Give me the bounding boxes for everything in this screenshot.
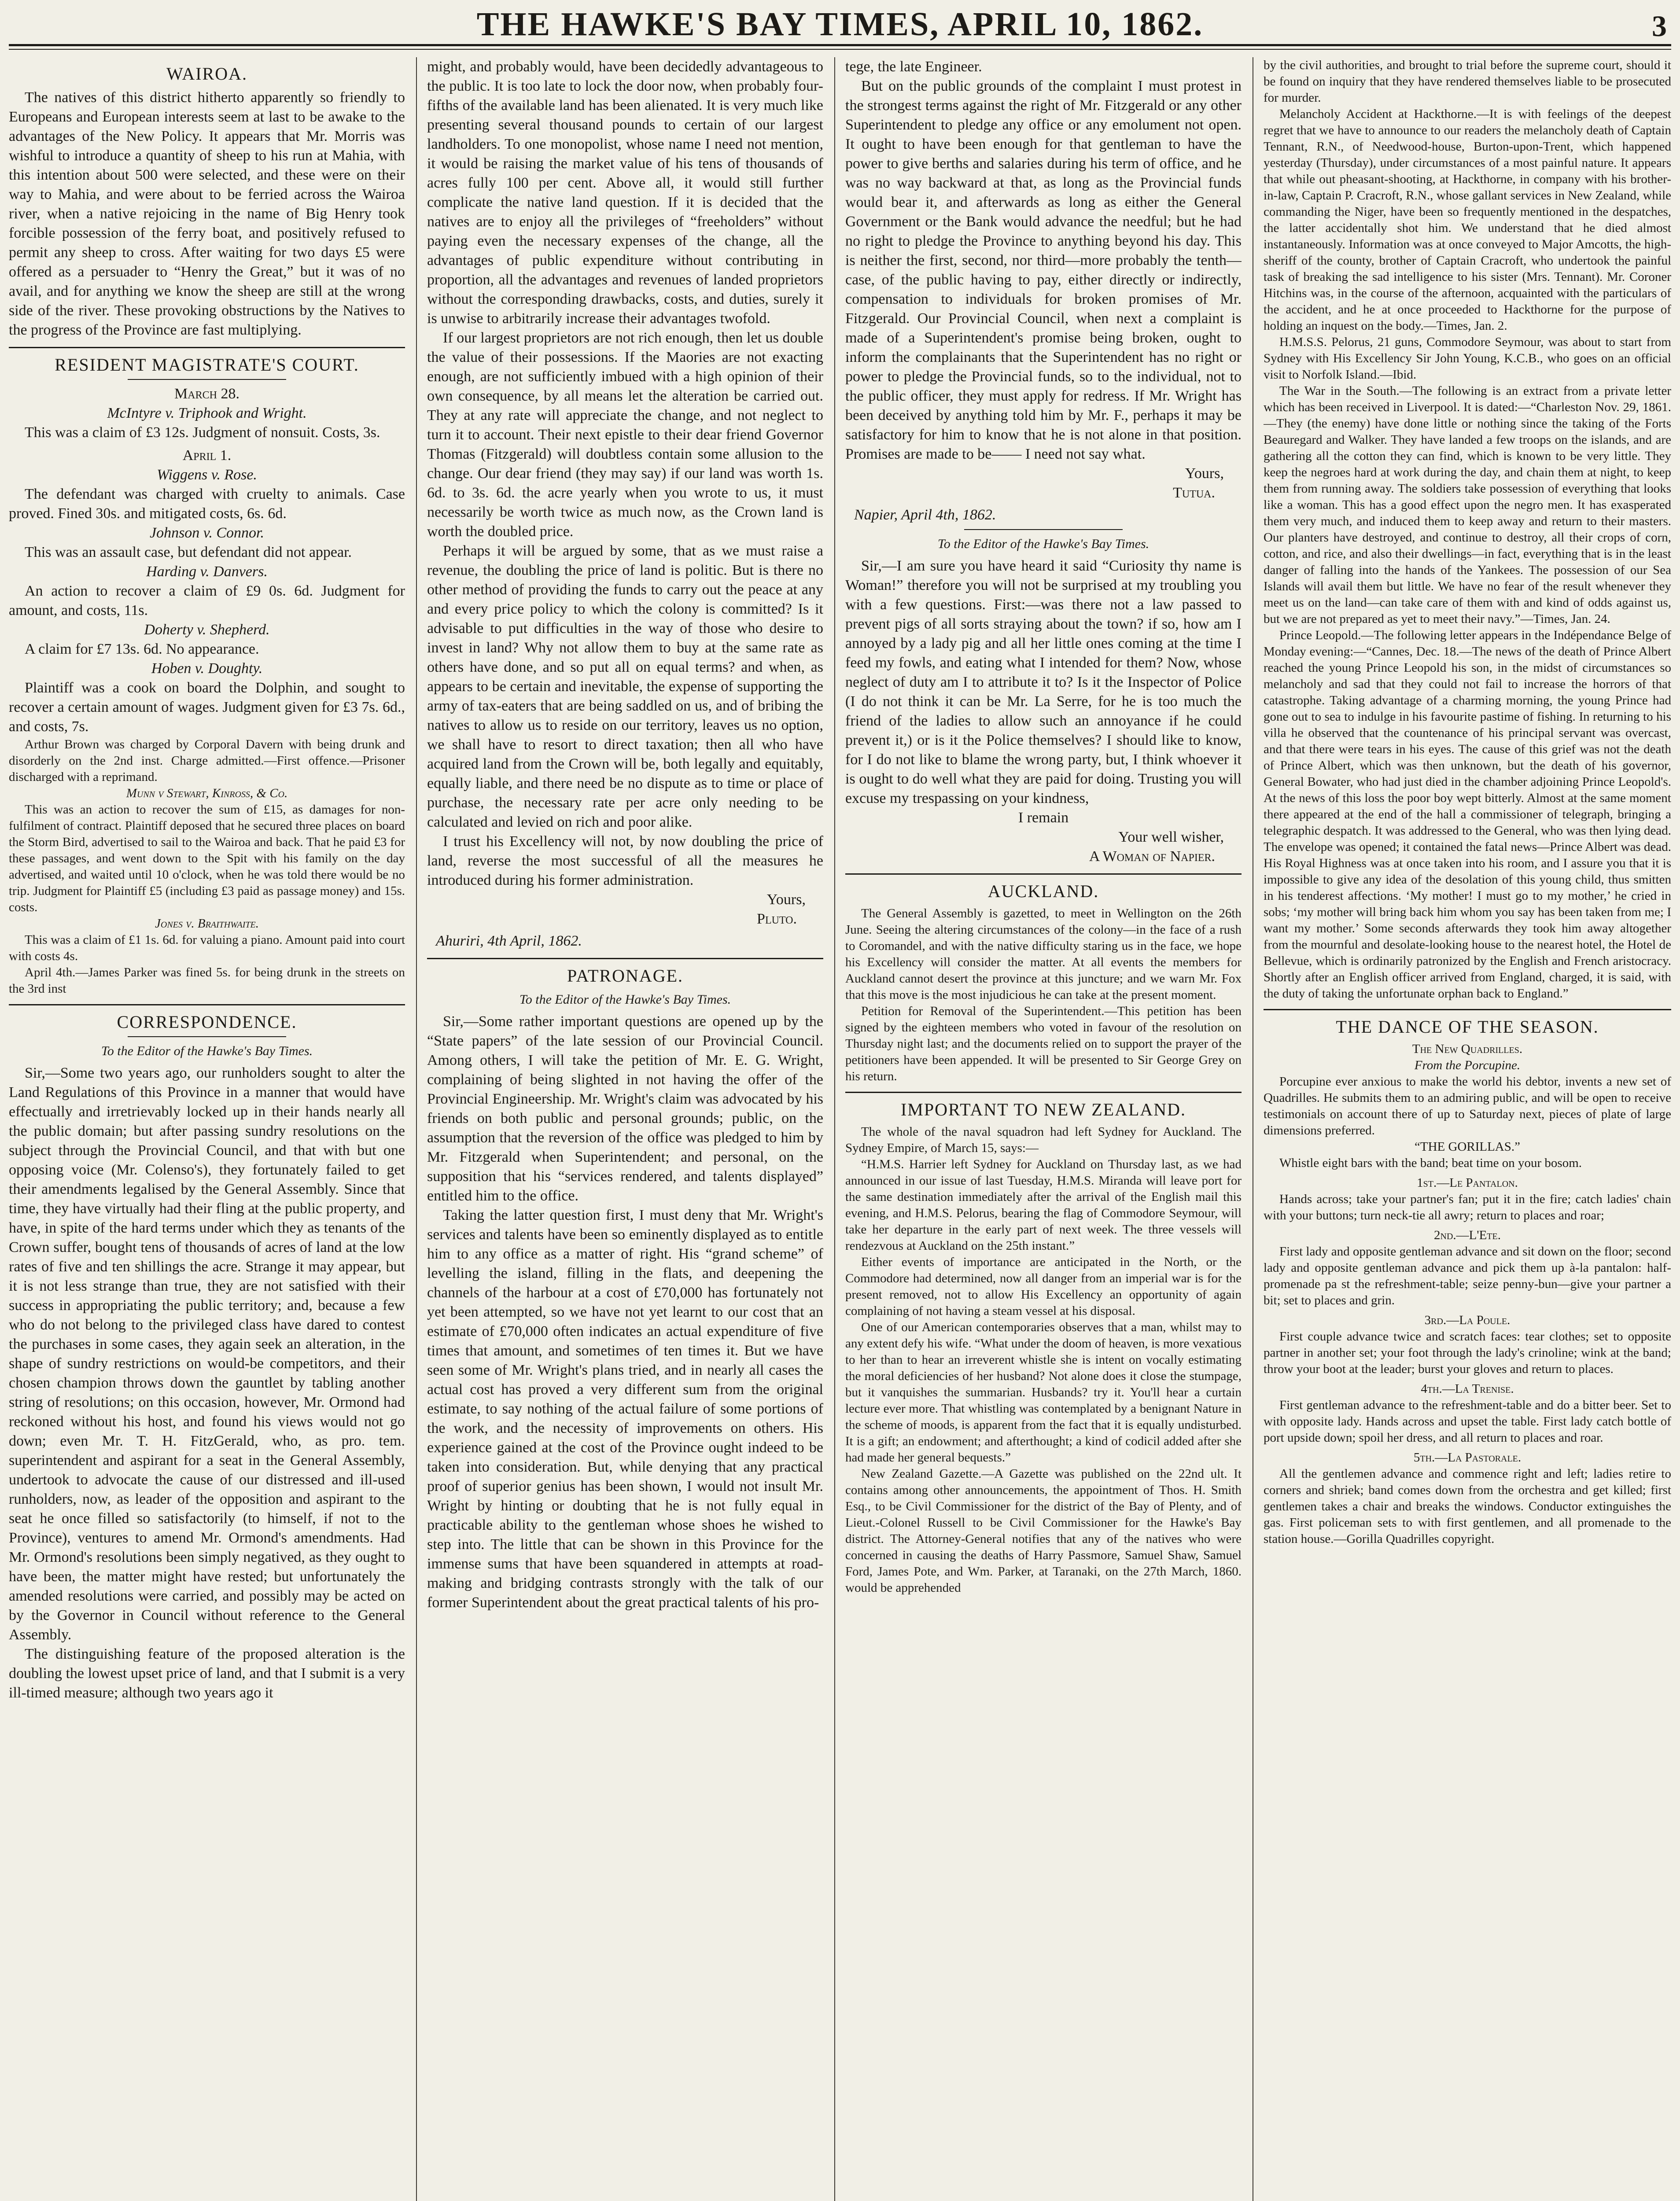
letter-closing: Your well wisher, [1118,829,1224,845]
article-wairoa: The natives of this district hitherto apparently so friendly to Europeans and European interests seem at last to be awake to the advantages of the New Policy. It appears that Mr. Morris was wishful to introduce a quantity of sheep to his run at Mahia, with this intention about 500 were selected, and these were on their way to Mahia, and were about to be ferried across the Wairoa river, when a native rejoicing in the name of Big Henry took forcible possession of the ferry boat, and positively refused to permit any sheep to cross. After waiting for two days £5 were offered as a persuader to “Henry the Great,” but it was of no avail, and for anything we know the sheep are still at the wrong side of the river. These provoking obstructions by the Natives to the progress of the Province are fast multiplying. [9,89,405,338]
dance-paragraph: First couple advance twice and scratch faces: tear clothes; set to opposite partner in another set; your foot through the lady's crinoline; wink at the band; throw your boot at the leader; burst your gloves and return to places. [1264,1329,1671,1376]
court-case-text: A claim for £7 13s. 6d. No appearance. [25,641,259,657]
column-4 [1264,57,1671,2201]
letter-paragraph: If our largest proprietors are not rich enough, then let us double the value of their possessions. If the Maories are not exacting enough, are not sufficiently imbued with a high opinion of their own consequence, by all means let the alteration be carried out. They at any rate will appreciate the change, and not neglect to turn it to account. Their next epistle to their dear friend Governor Thomas (Fitzgerald) will doubtless contain some allusion to the change. Our dear friend (they may say) if our land was worth 1s. 6d. to 3s. 6d. the acre yearly when you wrote to us, it must necessarily be worth twice as much now, as the Crown land is worth the doubled price. [427,330,823,540]
letter-closing: Yours, [1185,465,1224,482]
court-date: April 1. [182,447,232,464]
dance-source: From the Porcupine. [1414,1058,1521,1072]
article-paragraph: Either events of importance are anticipated in the North, or the Commodore had determined, now all danger from an imperial war is for the present removed, not to allow His Excellency an opportunity of again complaining of not having a steam vessel at his disposal. [845,1255,1242,1318]
court-case-text: This was a claim of £3 12s. Judgment of nonsuit. Costs, 3s. [25,424,380,441]
article-paragraph: H.M.S.S. Pelorus, 21 guns, Commodore Seymour, was about to start from Sydney with His Excellency Sir John Young, K.C.B., who goes on an official visit to Norfolk Island.—Ibid. [1264,335,1671,382]
article-paragraph: Prince Leopold.—The following letter appears in the Indépendance Belge of Monday evening:—“Cannes, Dec. 18.—The news of the death of Prince Albert reached the young Prince Leopold his son, in the midst of circumstances so melancholy and sad that they could not fail to increase the horrors of that catastrophe. Taking advantage of a charming morning, the young Prince had gone out to sea to indulge in his favourite pastime of fishing. In returning to his villa he observed that the countenance of his principal servant was overcast, and that there were tears in his eyes. The cause of this grief was not the death of Prince Albert, which was then unknown, but the death of his governor, General Bowater, who had just died in the chamber adjoining Prince Leopold's. At the news of this loss the poor boy wept bitterly. Almost at the same moment there appeared at the end of the hall a commissioner of telegraph, bringing a telegraphic despatch. It was addressed to the General, who was then lying dead. The envelope was opened; it contained the fatal news—Prince Albert was dead. His Royal Highness was at once taken into his room, and I assure you that it is impossible to give any idea of the desolation of this young child, thus smitten in his tenderest affections. ‘My mother! I must go to my mother,’ he cried in sobs; ‘my mother will bring back him whom you say has been taken from me; I want my mother.’ Some seconds afterwards they took him away altogether from the mournful and desolate-looking house to the nearest hotel, the Hotel de Bellevue, which is ordinarily patronized by the English and French aristocracy. Shortly after an English officer arrived from England, charged, it is said, with the duty of taking the unfortunate orphan back to England.” [1264,628,1671,1001]
section-heading-correspondence: CORRESPONDENCE. [117,1012,297,1032]
article-paragraph: Melancholy Accident at Hackthorne.—It is with feelings of the deepest regret that we have to announce to our readers the melancholy death of Captain Tennant, R.N., of Needwood-house, Burton-upon-Trent, which happened yesterday (Thursday), under circumstances of a most painful nature. It appears that while out pheasant-shooting, at Hackthorne, in company with his brother-in-law, Captain P. Cracroft, R.N., whose gallant services in New Zealand, while commanding the Niger, have been so frequently mentioned in the despatches, the latter accidentally shot him. We understand that he died almost instantaneously. Information was at once conveyed to Major Amcotts, the high-sheriff of the county, brother of Captain Cracroft, who undertook the painful task of breaking the sad intelligence to his sister (Mrs. Tennant). Mr. Coroner Hitchins was, in the course of the afternoon, acquainted with the particulars of the accident, and he at once proceeded to Hackthorne for the purpose of holding an inquest on the body.—Times, Jan. 2. [1264,107,1671,333]
section-rule [845,873,1242,875]
court-case-text: The defendant was charged with cruelty to animals. Case proved. Fined 30s. and mitigated costs, 6s. 6d. [9,486,405,522]
masthead [0,0,1680,48]
article-paragraph: by the civil authorities, and brought to trial before the supreme court, should it be found on inquiry that they have rendered themselves liable to be prosecuted for murder. [1264,58,1671,105]
dance-paragraph: First lady and opposite gentleman advance and sit down on the floor; second lady and opposite gentleman advance and pick them up à-la pantalon: half-promenade pa st the refreshment-table; seize penny-bun—give your partner a bit; set to places and grin. [1264,1244,1671,1307]
dance-subheading: The New Quadrilles. [1412,1042,1523,1056]
court-case-title: Jones v. Braithwaite. [155,916,259,931]
letter-paragraph: Perhaps it will be argued by some, that as we must raise a revenue, the doubling the price of land is politic. But is there no other method of providing the funds to carry out the peace at any and every price policy to which the colony is committed? Is it advisable to put difficulties in the way of those who desire to invest in land? Why not allow them to buy at the same rate as others have done, and so put all on equal terms? and when, as appears to be certain and inevitable, the expense of supporting the army of tax-eaters that are being saddled on us, and of bribing the natives to allow us to reside on our territory, leaves us no option, we shall have to resort to direct taxation; then all who have acquired land from the Crown will be, both legally and equitably, equally liable, and there need be no dispute as to time or place of purchase, the necessary rate per acre only needing to be calculated and levied on rich and poor alike. [427,543,823,830]
court-case-title: McIntyre v. Triphook and Wright. [107,405,307,421]
section-rule [1264,1009,1671,1010]
dance-figure-title: 4th.—La Trenise. [1421,1382,1514,1396]
dance-figure-title: 5th.—La Pastorale. [1413,1450,1522,1465]
court-case-text: April 4th.—James Parker was fined 5s. for being drunk in the streets on the 3rd inst [9,965,405,996]
column-divider [416,57,417,2201]
dance-paragraph: Porcupine ever anxious to make the world his debtor, invents a new set of Quadrilles. He submits them to an admiring public, and will be open to receive testimonials on account there of up to Saturday next, pieces of plate of large dimensions preferred. [1264,1075,1671,1137]
letter-signature: Tutua. [1173,485,1215,501]
letter-paragraph: I trust his Excellency will not, by now doubling the price of land, reverse the most successful of all the measures he introduced during his former administration. [427,833,823,888]
court-case-text: This was an assault case, but defendant did not appear. [25,544,352,560]
section-rule [845,1092,1242,1093]
letter-closing: Yours, [766,891,806,908]
dance-figure-title: 3rd.—La Poule. [1424,1313,1511,1327]
letter-paragraph: tege, the late Engineer. [845,59,982,75]
letter-signature: A Woman of Napier. [1089,848,1215,865]
court-date: March 28. [174,386,239,402]
court-case-title: Doherty v. Shepherd. [144,622,270,638]
article-paragraph: The whole of the naval squadron had left Sydney for Auckland. The Sydney Empire, of March 15, says:— [845,1125,1242,1155]
section-heading-wairoa: WAIROA. [166,64,247,84]
letter-paragraph: Sir,—Some rather important questions are opened up by the “State papers” of the late session of our Provincial Council. Among others, I will take the petition of Mr. E. G. Wright, complaining of being slighted in not having the offer of the Provincial Engineership. Mr. Wright's claim was advocated by his friends on both public and personal grounds; public, on the assumption that the reversion of the office was pledged to him by Mr. Fitzgerald when Superintendent; and personal, on the supposition that his “services rendered, and talents displayed” entitled him to the office. [427,1013,823,1204]
letter-address: To the Editor of the Hawke's Bay Times. [101,1044,313,1058]
masthead-rule [9,44,1671,50]
dance-figure-title: 1st.—Le Pantalon. [1417,1176,1518,1190]
article-paragraph: Petition for Removal of the Superintendent.—This petition has been signed by the eighteen members who voted in favour of the resolution on Thursday night last; and the documents relied on to support the prayer of the petitioners have been appended. It will be presented to Sir George Grey on his return. [845,1004,1242,1083]
dance-title: “THE GORILLAS.” [1414,1140,1520,1154]
court-case-text: Arthur Brown was charged by Corporal Davern with being drunk and disorderly on the 2nd inst. Charge admitted.—First offence.—Prisoner discharged with a reprimand. [9,737,405,784]
page-number: 3 [1652,9,1667,43]
section-rule [964,529,1123,530]
dance-figure-title: 2nd.—L'Ete. [1434,1228,1501,1242]
letter-address: To the Editor of the Hawke's Bay Times. [937,537,1149,551]
section-rule [128,1036,286,1037]
column-3 [845,57,1242,2201]
column-divider [834,57,835,2201]
newspaper-title: THE HAWKE'S BAY TIMES, APRIL 10, 1862. [476,6,1204,43]
dance-paragraph: Whistle eight bars with the band; beat time on your bosom. [1279,1156,1582,1170]
section-rule [128,379,286,380]
letter-place-date: Napier, April 4th, 1862. [854,507,996,523]
letter-paragraph: The distinguishing feature of the proposed alteration is the doubling the lowest upset price of land, and that I submit is a very ill-timed measure; although two years ago it [9,1646,405,1701]
section-rule [9,1004,405,1005]
court-case-title: Wiggens v. Rose. [157,467,257,483]
court-case-title: Hoben v. Doughty. [151,660,263,677]
court-case-title: Munn v Stewart, Kinross, & Co. [126,786,288,800]
letter-place-date: Ahuriri, 4th April, 1862. [436,933,582,949]
court-case-text: Plaintiff was a cook on board the Dolphin, and sought to recover a certain amount of wages. Judgment given for £3 7s. 6d., and costs, 7s. [9,680,405,735]
dance-paragraph: All the gentlemen advance and commence right and left; ladies retire to corners and shriek; band comes down from the orchestra and get killed; first gentlemen takes a chair and breaks the windows. Conductor extinguishes the gas. First policeman sets to with first gentlemen, and all promenade to the station house.—Gorilla Quadrilles copyright. [1264,1467,1671,1546]
article-paragraph: The General Assembly is gazetted, to meet in Wellington on the 26th June. Seeing the altering circumstances of the colony—in the face of a rush to Coromandel, and with the native difficulty staring us in the face, we hope his Excellency will consider the matter. At all events the members for Auckland cannot desert the province at this juncture; and we warn Mr. Fox that this move is the most injudicious he can take at the present moment. [845,906,1242,1002]
column-2 [427,57,823,2201]
letter-paragraph: might, and probably would, have been decidedly advantageous to the public. It is too late to lock the door now, when probably four-fifths of the available land has been alienated. It is very much like presenting several thousand pounds to certain of our largest landholders. To one monopolist, whose name I need not mention, it would be raising the market value of his tens of thousands of acres fully 100 per cent. Above all, it would still further complicate the native land question. If it is decided that the natives are to enjoy all the privileges of “freeholders” without paying even the necessary expenses of the change, all the advantages of public expenditure without contributing in proportion, all the advantages and revenues of landed proprietors without the corresponding drawbacks, costs, and duties, surely it is unwise to arbitrarily increase their advantages twofold. [427,59,823,327]
dance-paragraph: Hands across; take your partner's fan; put it in the fire; catch ladies' chain with your buttons; turn neck-tie all awry; return to places and roar; [1264,1192,1671,1222]
court-case-text: This was an action to recover the sum of £15, as damages for non-fulfilment of contract. Plaintiff deposed that he secured three places on board the Storm Bird, advertised to sail to the Wairoa and back. That he paid £3 for these passages, and went down to the Spit with his family on the day advertised, and waited until 10 o'clock, when he was told there would be no trip. Judgment for Plaintiff £5 (including £3 paid as passage money) and 15s. costs. [9,802,405,914]
court-case-title: Harding v. Danvers. [146,563,268,580]
letter-paragraph: Sir,—Some two years ago, our runholders sought to alter the Land Regulations of this Province in a manner that would have effectually and irretrievably locked up in their hands nearly all the public domain; but after passing sundry resolutions on the subject through the Provincial Council, and that with but one opposing voice (Mr. Colenso's), they fortunately failed to get their amendments legalised by the General Assembly. Since that time, they have virtually had their fling at the public property, and have, in spite of the hard terms under which they as tenants of the Crown suffer, bought tens of thousands of acres of land at the low rates of five and ten shillings the acre. Strange it may appear, but it is not less strange than true, they are not satisfied with their success in appropriating the public territory; and, because a few who do not belong to the privileged class have dared to contest the purchases in some cases, they again seek an alteration, in the shape of sundry restrictions on would-be competitors, and their chosen champion throws down the gauntlet by tabling another string of resolutions; on this occasion, however, Mr. Ormond had reckoned without his host, and found his views would not go down; even Mr. T. H. FitzGerald, who, as pro. tem. superintendent and aspirant for a seat in the General Assembly, undertook to advocate the cause of our distressed and ill-used runholders, now, as leader of the opposition and aspirant to the seat he once filled so satisfactorily (to himself, if not to the Province), ventures to amend Mr. Ormond's amendments. Had Mr. Ormond's resolutions been simply negatived, as they ought to have been, the matter might have rested; but unfortunately the amended resolutions were carried, and possibly may be acted on by the Governor in Council without reference to the General Assembly. [9,1065,405,1643]
article-paragraph: “H.M.S. Harrier left Sydney for Auckland on Thursday last, as we had announced in our issue of last Tuesday, H.M.S. Miranda will leave port for the same destination immediately after the arrival of the English mail this evening, and H.M.S. Pelorus, bearing the flag of Commodore Seymour, will take her departure in the early part of next week. The three vessels will rendezvous at Auckland on the 25th instant.” [845,1157,1242,1253]
article-paragraph: The War in the South.—The following is an extract from a private letter which has been received in Liverpool. It is dated:—“Charleston Nov. 29, 1861.—They (the enemy) have done little or nothing since the taking of the Forts Beauregard and Walker. They have landed a few troops on the islands, and are gathering all the cotton they can find, which is known to be very little. They keep the negroes hard at work during the day, and chain them at night, to keep them from running away. The soldiers take possession of everything that looks like a woman. This has a good effect upon the negro men. It has exasperated them very much, and induced them to keep away and return to their masters. Our planters have destroyed, and continue to destroy, all their crops of corn, cotton, and rice, and also their dwellings—in fact, everything that is in the least danger of falling into the hands of the Yankees. The possession of our Sea Islands will avail them but little. We have no fear of the result whenever they meet us on the land—can take care of them with and kind of odds against us, but we are not prepared as yet to meet their navy.”—Times, Jan. 24. [1264,384,1671,626]
letter-address: To the Editor of the Hawke's Bay Times. [519,992,731,1007]
section-heading-important: IMPORTANT TO NEW ZEALAND. [900,1100,1186,1119]
letter-paragraph: But on the public grounds of the complaint I must protest in the strongest terms against the right of Mr. Fitzgerald or any other Superintendent to pledge any office or any emolument not open. It ought to have been enough for that gentleman to have the power to give berths and salaries during his term of office, and he was no way backward at that, as long as the Provincial funds would bear it, and afterwards as long as either the General Government or the Bank would advance the needful; but he had no right to pledge the Province to anything beyond his day. This is neither the first, second, nor third—more probably the tenth—case, of the public having to pay, either directly or indirectly, compensation to individuals for broken promises of Mr. Fitzgerald. Our Provincial Council, when next a complaint is made of a Superintendent's promise being broken, ought to inform the complainants that the Superintendent has no right or power to pledge the Provincial funds, so to the individual, not to the public officer, they must apply for redress. If Mr. Wright has been deceived by anything told him by Mr. F., perhaps it may be satisfactory for him to know that he is not alone in that position. Promises are made to be—— I need not say what. [845,78,1242,462]
court-case-text: This was a claim of £1 1s. 6d. for valuing a piano. Amount paid into court with costs 4s. [9,933,405,963]
court-case-title: Johnson v. Connor. [149,525,265,541]
article-paragraph: One of our American contemporaries observes that a man, whilst may to any extent defy his wife. “What under the doom of heaven, is more vexatious to her than to hear an irreverent whistle she is intent on vocally estimating the moral deficiencies of her husband? Not alone does it close the stumpage, but it vanquishes the summarian. Husbands? try it. You'll hear a curtain lecture ever more. That whistling was contemplated by a benignant Nature in the scheme of moods, is apparent from the fact that it is equally undisturbed. It is a gift; an endowment; and afterthought; a kind of codicil added after she had made her general bequests.” [845,1320,1242,1465]
section-heading-auckland: AUCKLAND. [987,881,1099,901]
letter-closing: I remain [1018,810,1069,826]
section-rule [427,958,823,959]
column-1 [9,57,405,2201]
dance-paragraph: First gentleman advance to the refreshment-table and do a bitter beer. Set to with opposite lady. Hands across and upset the table. First lady catch bottle of port upside down; spoil her dress, and all return to places and roar. [1264,1398,1671,1445]
article-paragraph: New Zealand Gazette.—A Gazette was published on the 22nd ult. It contains among other announcements, the appointment of Thos. H. Smith Esq., to be Civil Commissioner for the district of the Bay of Plenty, and of Lieut.-Colonel Russell to be Civil Commissioner for the Hawke's Bay district. The Attorney-General notifies that any of the natives who were concerned in causing the deaths of Harry Passmore, Samuel Shaw, Samuel Ford, James Pote, and Wm. Parker, at Taranaki, on the 27th March, 1860. would be apprehended [845,1467,1242,1595]
section-heading-court: RESIDENT MAGISTRATE'S COURT. [55,355,359,375]
letter-paragraph: Sir,—I am sure you have heard it said “Curiosity thy name is Woman!” therefore you will not be surprised at my troubling you with a few questions. First:—was there not a law passed to prevent pigs of all sorts straying about the town? if so, how am I annoyed by a lady pig and all her little ones coming at the time I feed my fowls, and eating what I intended for them? Now, whose neglect of duty am I to attribute it to? Is it the Inspector of Police (I do not think it can be Mr. La Serre, for he is too much the friend of the ladies to allow such an annoyance if he could prevent it,) or is it the Police themselves? I should like to know, for I do not like to blame the wrong party, but, I think whoever it is ought to do well what they are paid for doing. Trusting you will excuse my trespassing on your kindness, [845,558,1242,806]
section-heading-patronage: PATRONAGE. [567,966,684,986]
page-columns [9,57,1671,2201]
section-heading-dance: THE DANCE OF THE SEASON. [1336,1017,1599,1037]
letter-paragraph: Taking the latter question first, I must deny that Mr. Wright's services and talents have been so eminently displayed as to entitle him to any office as a matter of right. His “grand scheme” of levelling the island, filling in the flats, and deepening the channels of the harbour at a cost of £70,000 has fortunately not yet been attempted, so we have not yet learnt to our cost that an estimate of £70,000 often indicates an actual expenditure of five times that amount, and sometimes of ten times it. But we have seen some of Mr. Wright's plans tried, and in nearly all cases the actual cost has proved a very different sum from the original estimate, to say nothing of the actual failure of some portions of the work, and the necessity of improvements on others. His experience gained at the cost of the Province ought indeed to be taken into consideration. But, while denying that any practical proof of superior genius has been shown, I would not insult Mr. Wright by hinting or doubting that he is not fully equal in practicable ability to the gentleman whose shoes he wished to step into. The little that can be shown in this Province for the immense sums that have been squandered in attempts at road-making and bridging contrasts strongly with the talk of our former Superintendent about the great practical talents of his pro- [427,1207,823,1611]
letter-signature: Pluto. [757,911,797,927]
section-rule [9,347,405,348]
court-case-text: An action to recover a claim of £9 0s. 6d. Judgment for amount, and costs, 11s. [9,583,405,618]
